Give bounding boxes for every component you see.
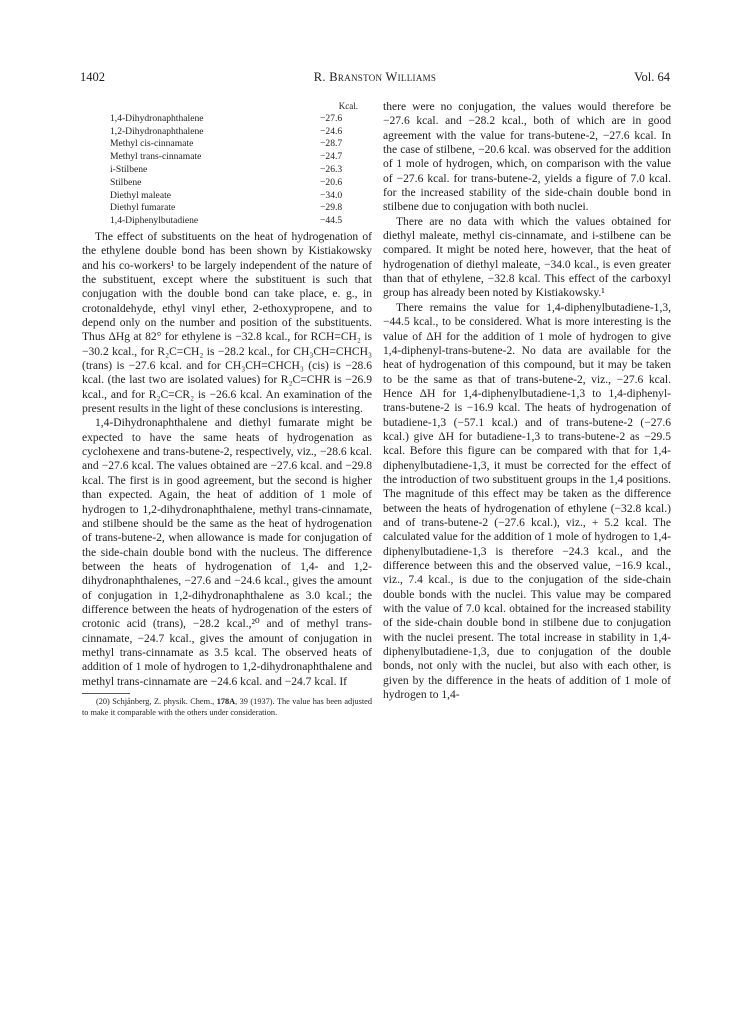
table-row <box>110 126 360 139</box>
heat-value: −24.6 <box>320 125 343 137</box>
heat-value: −28.7 <box>320 138 343 150</box>
footnote-text: (20) Schjånberg, Z. physik. Chem., <box>96 696 217 706</box>
paragraph: 1,4-Dihydronaphthalene and diethyl fumarate might be expected to have the same heats of hydrogenation as cyclohexene and trans-butene-2, respectively, viz., −28.6 kcal. and −27.6 kcal. The values obtained are −27.6 kcal. and −29.8 kcal. The first is in good agreement, but the second is higher than expected. Again, the heat of addition of 1 mole of hydrogen to 1,2-dihydronaphthalene, methyl trans-cinnamate, and stilbene should be the same as the heat of hydrogenation of trans-butene-2, when allowance is made for conjugation of the side-chain double bond with the nucleus. The difference between the heats of hydrogenation of 1,4- and 1,2-dihydronaphthalenes, −27.6 and −24.6 kcal., gives the amount of conjugation in 1,2-dihydronaphthalene as 3.0 kcal.; the difference between the heats of hydrogenation of the esters of crotonic acid (trans), −28.2 kcal.,²⁰ and of methyl trans-cinnamate, −24.7 kcal., gives the amount of conjugation in methyl trans-cinnamate as 3.5 kcal. The observed heats of addition of 1 mole of hydrogen to 1,2-dihydronaphthalene and methyl trans-cinnamate are −24.6 kcal. and −24.7 kcal. If <box>82 417 372 688</box>
heat-value: −44.5 <box>320 215 343 227</box>
footnote-volume: 178A <box>216 696 236 706</box>
compound-name: 1,2-Dihydronaphthalene <box>110 125 204 137</box>
paragraph: There are no data with which the values obtained for diethyl maleate, methyl cis-cinnamate, and i-stilbene can be compared. It might be noted here, however, that the heat of hydrogenation of diethyl maleate, −34.0 kcal., is even greater than that of ethylene, −32.8 kcal. This effect of the carboxyl group has already been noted by Kistiakowsky.¹ <box>383 215 671 300</box>
compound-name: Diethyl fumarate <box>110 202 176 214</box>
heat-value: −29.8 <box>320 202 343 214</box>
compound-name: Methyl trans-cinnamate <box>110 151 202 163</box>
table-row <box>110 190 360 203</box>
right-column <box>383 100 671 702</box>
compound-name: 1,4-Diphenylbutadiene <box>110 215 199 227</box>
heat-value: −26.3 <box>320 163 343 175</box>
compound-name: i-Stilbene <box>110 163 148 175</box>
table-row <box>110 151 360 164</box>
table-row <box>110 138 360 151</box>
heat-value: −24.7 <box>320 151 343 163</box>
footnote-text: , 39 (1937). The value has been adjusted to make it comparable with the others under consideration. <box>82 696 372 717</box>
heat-of-hydrogenation-table <box>110 100 360 228</box>
table-row <box>110 215 360 228</box>
footnote <box>82 697 372 718</box>
volume-label: Vol. 64 <box>634 70 670 84</box>
heat-value: −27.6 <box>320 112 343 124</box>
compound-name: 1,4-Dihydronaphthalene <box>110 112 204 124</box>
left-column <box>82 100 372 718</box>
page-number: 1402 <box>80 70 105 84</box>
compound-name: Stilbene <box>110 176 142 188</box>
heat-value: −34.0 <box>320 189 343 201</box>
paragraph: The effect of substituents on the heat of hydrogenation of the ethylene double bond has been shown by Kistiakowsky and his co-workers¹ to be largely independent of the nature of the substituent, except where the substituent is such that conjugation with the double bond can take place, e. g., in crotonaldehyde, ethyl vinyl ether, 2-ethoxypropene, and to depend only on the number and position of the substituents. Thus ΔHg at 82° for ethylene is −32.8 kcal., for RCH=CH₂ is −30.2 kcal., for R₂C=CH₂ is −28.2 kcal., for CH₃CH=CHCH₃ (trans) is −27.6 kcal. and for CH₃CH=CHCH₃ (cis) is −28.6 kcal. (the last two are isolated values) for R₂C=CHR is −26.9 kcal., and for R₂C=CR₂ is −26.6 kcal. An examination of the present results in the light of these conclusions is interesting. <box>82 230 372 416</box>
compound-name: Diethyl maleate <box>110 189 172 201</box>
paragraph: There remains the value for 1,4-diphenylbutadiene-1,3, −44.5 kcal., to be considered. What is more interesting is the value of ΔH for the addition of 1 mole of hydrogen to give 1,4-diphenyl-trans-butene-2. No data are available for the heat of hydrogenation of this compound, but it may be taken to be the same as that of trans-butene-2, viz., −27.6 kcal. Hence ΔH for 1,4-diphenylbutadiene-1,3 to 1,4-diphenyl-trans-butene-2 is −16.9 kcal. The heats of hydrogenation of butadiene-1,3 (−57.1 kcal.) and of trans-butene-2 (−27.6 kcal.) give ΔH for butadiene-1,3 to trans-butene-2 as −29.5 kcal. Before this figure can be compared with that for 1,4-diphenylbutadiene-1,3, it must be corrected for the effect of the introduction of two substituent groups in the 1,4 positions. The magnitude of this effect may be taken as the difference between the heats of hydrogenation of ethylene (−32.8 kcal.) and of trans-butene-2 (−27.6 kcal.), viz., + 5.2 kcal. The calculated value for the addition of 1 mole of hydrogen to 1,4-diphenylbutadiene-1,3 is therefore −24.3 kcal., and the difference between this and the observed value, −16.9 kcal., viz., 7.4 kcal., is due to the conjugation of the side-chain double bonds with the nuclei. This value may be compared with the value of 7.0 kcal. obtained for the increased stability of the side-chain double bond in stilbene due to conjugation with the nuclei present. The total increase in stability in 1,4-diphenylbutadiene-1,3, due to conjugation of the double bonds, not only with the nuclei, but also with each other, is given by the difference in the heats of addition of 1 mole of hydrogen to 1,4- <box>383 301 671 702</box>
paragraph: there were no conjugation, the values would therefore be −27.6 kcal. and −28.2 kcal., both of which are in good agreement with the value for trans-butene-2, −27.6 kcal. In the case of stilbene, −20.6 kcal. was observed for the addition of 1 mole of hydrogen, which, on comparison with the value of −27.6 kcal. for trans-butene-2, yields a figure of 7.0 kcal. for the increased stability of the side-chain double bond in stilbene due to conjugation with both nuclei. <box>383 101 671 214</box>
footnote-rule <box>82 693 130 694</box>
table-row <box>110 113 360 126</box>
heat-value: −20.6 <box>320 176 343 188</box>
table-row <box>110 177 360 190</box>
compound-name: Methyl cis-cinnamate <box>110 138 194 150</box>
running-title: R. Branston Williams <box>313 70 437 84</box>
table-row <box>110 164 360 177</box>
table-unit-header: Kcal. <box>338 101 358 111</box>
page-header <box>80 70 670 88</box>
table-row <box>110 202 360 215</box>
